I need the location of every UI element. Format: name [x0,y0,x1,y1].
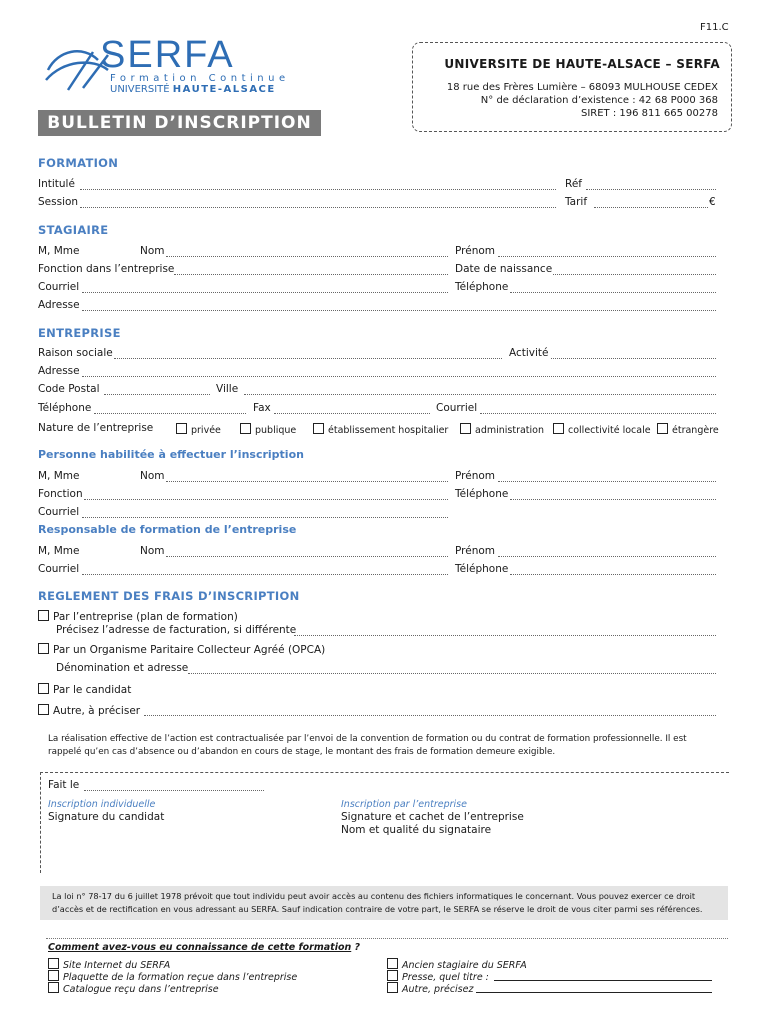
checkbox-icon [48,982,59,993]
source-option-site[interactable]: Site Internet du SERFA [48,958,170,971]
logo-line1: Formation Continue [110,73,290,84]
label-ville: Ville [216,383,239,395]
org-name: UNIVERSITE DE HAUTE-ALSACE – SERFA [444,57,720,71]
field-ref[interactable] [586,189,716,190]
checkbox-icon [38,610,49,621]
label-adresse: Adresse [38,299,80,311]
source-option-ancien[interactable]: Ancien stagiaire du SERFA [387,958,527,971]
field-resp-courriel[interactable] [82,574,448,575]
label-resp-nom: Nom [140,545,165,557]
field-hab-courriel[interactable] [82,517,448,518]
label-courriel: Courriel [38,281,80,293]
source-option-autre[interactable]: Autre, précisez [387,982,473,995]
field-facturation[interactable] [294,635,716,636]
nature-option-administration[interactable]: administration [460,423,544,436]
nature-option-etrangere[interactable]: étrangère [657,423,719,436]
field-autre[interactable] [144,715,716,716]
field-stagiaire-telephone[interactable] [510,292,716,293]
checkbox-icon [240,423,251,434]
checkbox-icon [460,423,471,434]
nature-option-collectivite[interactable]: collectivité locale [553,423,651,436]
label-hab-fonction: Fonction [38,488,83,500]
field-stagiaire-naissance[interactable] [553,274,716,275]
checkbox-icon [38,643,49,654]
checkbox-icon [387,970,398,981]
sig-left-title: Inscription individuelle [48,799,156,810]
field-stagiaire-prenom[interactable] [498,256,716,257]
sig-right-title: Inscription par l’entreprise [341,799,467,810]
field-stagiaire-courriel[interactable] [82,292,448,293]
checkbox-icon [387,958,398,969]
checkbox-icon [657,423,668,434]
label-denomination: Dénomination et adresse [56,662,189,674]
field-session[interactable] [80,207,556,208]
label-raison: Raison sociale [38,347,113,359]
label-ent-adresse: Adresse [38,365,80,377]
org-address: 18 rue des Frères Lumière – 68093 MULHOUSE CEDEX [446,82,718,93]
page-title: BULLETIN D’INSCRIPTION [38,110,321,136]
label-hab-courriel: Courriel [38,506,80,518]
label-ent-courriel: Courriel [436,402,478,414]
serfa-logo [38,34,328,96]
checkbox-icon [387,982,398,993]
form-code: F11.C [700,22,729,33]
label-resp-civilite: M, Mme [38,545,80,557]
label-naissance: Date de naissance [455,263,553,275]
label-resp-courriel: Courriel [38,563,80,575]
field-hab-nom[interactable] [166,481,448,482]
label-hab-nom: Nom [140,470,165,482]
org-declaration: N° de déclaration d’existence : 42 68 P000 368 [480,95,718,106]
tarif-currency: € [709,196,716,208]
label-intitule: Intitulé [38,178,75,190]
field-hab-prenom[interactable] [498,481,716,482]
field-hab-telephone[interactable] [510,499,716,500]
field-fax[interactable] [274,413,430,414]
label-telephone: Téléphone [455,281,509,293]
field-denomination[interactable] [188,673,716,674]
source-question: Comment avez-vous eu connaissance de cette formation ? [48,942,361,953]
section-habilitee: Personne habilitée à effectuer l’inscription [38,448,304,461]
sig-left-text: Signature du candidat [48,811,165,823]
checkbox-icon [48,970,59,981]
section-entreprise: ENTREPRISE [38,326,121,340]
field-ent-telephone[interactable] [94,413,246,414]
loi-text: La loi n° 78-17 du 6 juillet 1978 prévoit que tout individu peut avoir accès au contenu des fichiers informatiques le concernant. Vous pouvez exercer ce droit d’accès et de rectification en vous adressant au SERFA. Sauf indication contraire de votre part, le SERFA se réserve le droit de vous citer parmi ses références. [52,891,703,914]
field-raison[interactable] [114,358,502,359]
checkbox-icon [176,423,187,434]
field-presse[interactable] [494,980,712,981]
label-hab-prenom: Prénom [455,470,496,482]
label-fait-le: Fait le [48,779,80,791]
source-option-plaquette[interactable]: Plaquette de la formation reçue dans l’entreprise [48,970,297,983]
logo-brand: SERFA [100,34,235,76]
checkbox-icon [553,423,564,434]
label-fonction: Fonction dans l’entreprise [38,263,175,275]
label-activite: Activité [509,347,549,359]
reglement-option-candidat[interactable]: Par le candidat [38,683,131,696]
field-tarif[interactable] [594,207,708,208]
field-stagiaire-nom[interactable] [166,256,448,257]
checkbox-icon [38,683,49,694]
section-formation: FORMATION [38,156,119,170]
field-ent-courriel[interactable] [480,413,716,414]
section-responsable: Responsable de formation de l’entreprise [38,523,297,536]
sig-right-text2: Nom et qualité du signataire [341,824,492,836]
label-tarif: Tarif [565,196,588,208]
label-resp-telephone: Téléphone [455,563,509,575]
field-resp-nom[interactable] [166,556,448,557]
field-activite[interactable] [551,358,716,359]
nature-option-hospitalier[interactable]: établissement hospitalier [313,423,448,436]
sig-right-text1: Signature et cachet de l’entreprise [341,811,524,823]
field-hab-fonction[interactable] [84,499,448,500]
field-ent-adresse[interactable] [82,376,716,377]
nature-option-privee[interactable]: privée [176,423,221,436]
label-nom: Nom [140,245,165,257]
reglement-option-autre[interactable]: Autre, à préciser [38,704,140,717]
label-prenom: Prénom [455,245,496,257]
source-option-presse[interactable]: Presse, quel titre : [387,970,489,983]
label-cp: Code Postal [38,383,100,395]
field-cp[interactable] [104,394,210,395]
label-facturation: Précisez l’adresse de facturation, si différente [56,624,297,636]
label-fax: Fax [253,402,271,414]
field-resp-telephone[interactable] [510,574,716,575]
field-autre-source[interactable] [476,992,712,993]
field-ville[interactable] [244,394,716,395]
org-siret: SIRET : 196 811 665 00278 [580,108,718,119]
checkbox-icon [48,958,59,969]
field-stagiaire-fonction[interactable] [174,274,448,275]
label-hab-civilite: M, Mme [38,470,80,482]
field-intitule[interactable] [80,189,556,190]
label-session: Session [38,196,79,208]
label-ref: Réf [565,178,582,190]
logo-line2a: UNIVERSITÉ [110,84,170,95]
section-reglement: REGLEMENT DES FRAIS D’INSCRIPTION [38,589,300,603]
label-hab-telephone: Téléphone [455,488,509,500]
label-nature: Nature de l’entreprise [38,422,154,434]
section-stagiaire: STAGIAIRE [38,223,109,237]
label-resp-prenom: Prénom [455,545,496,557]
source-divider [46,938,728,939]
nature-option-publique[interactable]: publique [240,423,296,436]
label-civilite: M, Mme [38,245,80,257]
field-stagiaire-adresse[interactable] [82,310,716,311]
checkbox-icon [313,423,324,434]
field-resp-prenom[interactable] [498,556,716,557]
source-option-catalogue[interactable]: Catalogue reçu dans l’entreprise [48,982,219,995]
checkbox-icon [38,704,49,715]
field-fait-le[interactable] [84,790,264,791]
label-ent-telephone: Téléphone [38,402,92,414]
logo-line2b: HAUTE-ALSACE [172,84,276,95]
reglement-option-opca[interactable]: Par un Organisme Paritaire Collecteur Agréé (OPCA) [38,643,325,656]
notice-text: La réalisation effective de l’action est contractualisée par l’envoi de la convention de formation ou du contrat de formation professionnelle. Il est rappelé qu’en cas d’absence ou d’abandon en cours de stage, le montant des frais de formation demeure exigible. [48,734,687,757]
reglement-option-entreprise[interactable]: Par l’entreprise (plan de formation) [38,610,238,623]
